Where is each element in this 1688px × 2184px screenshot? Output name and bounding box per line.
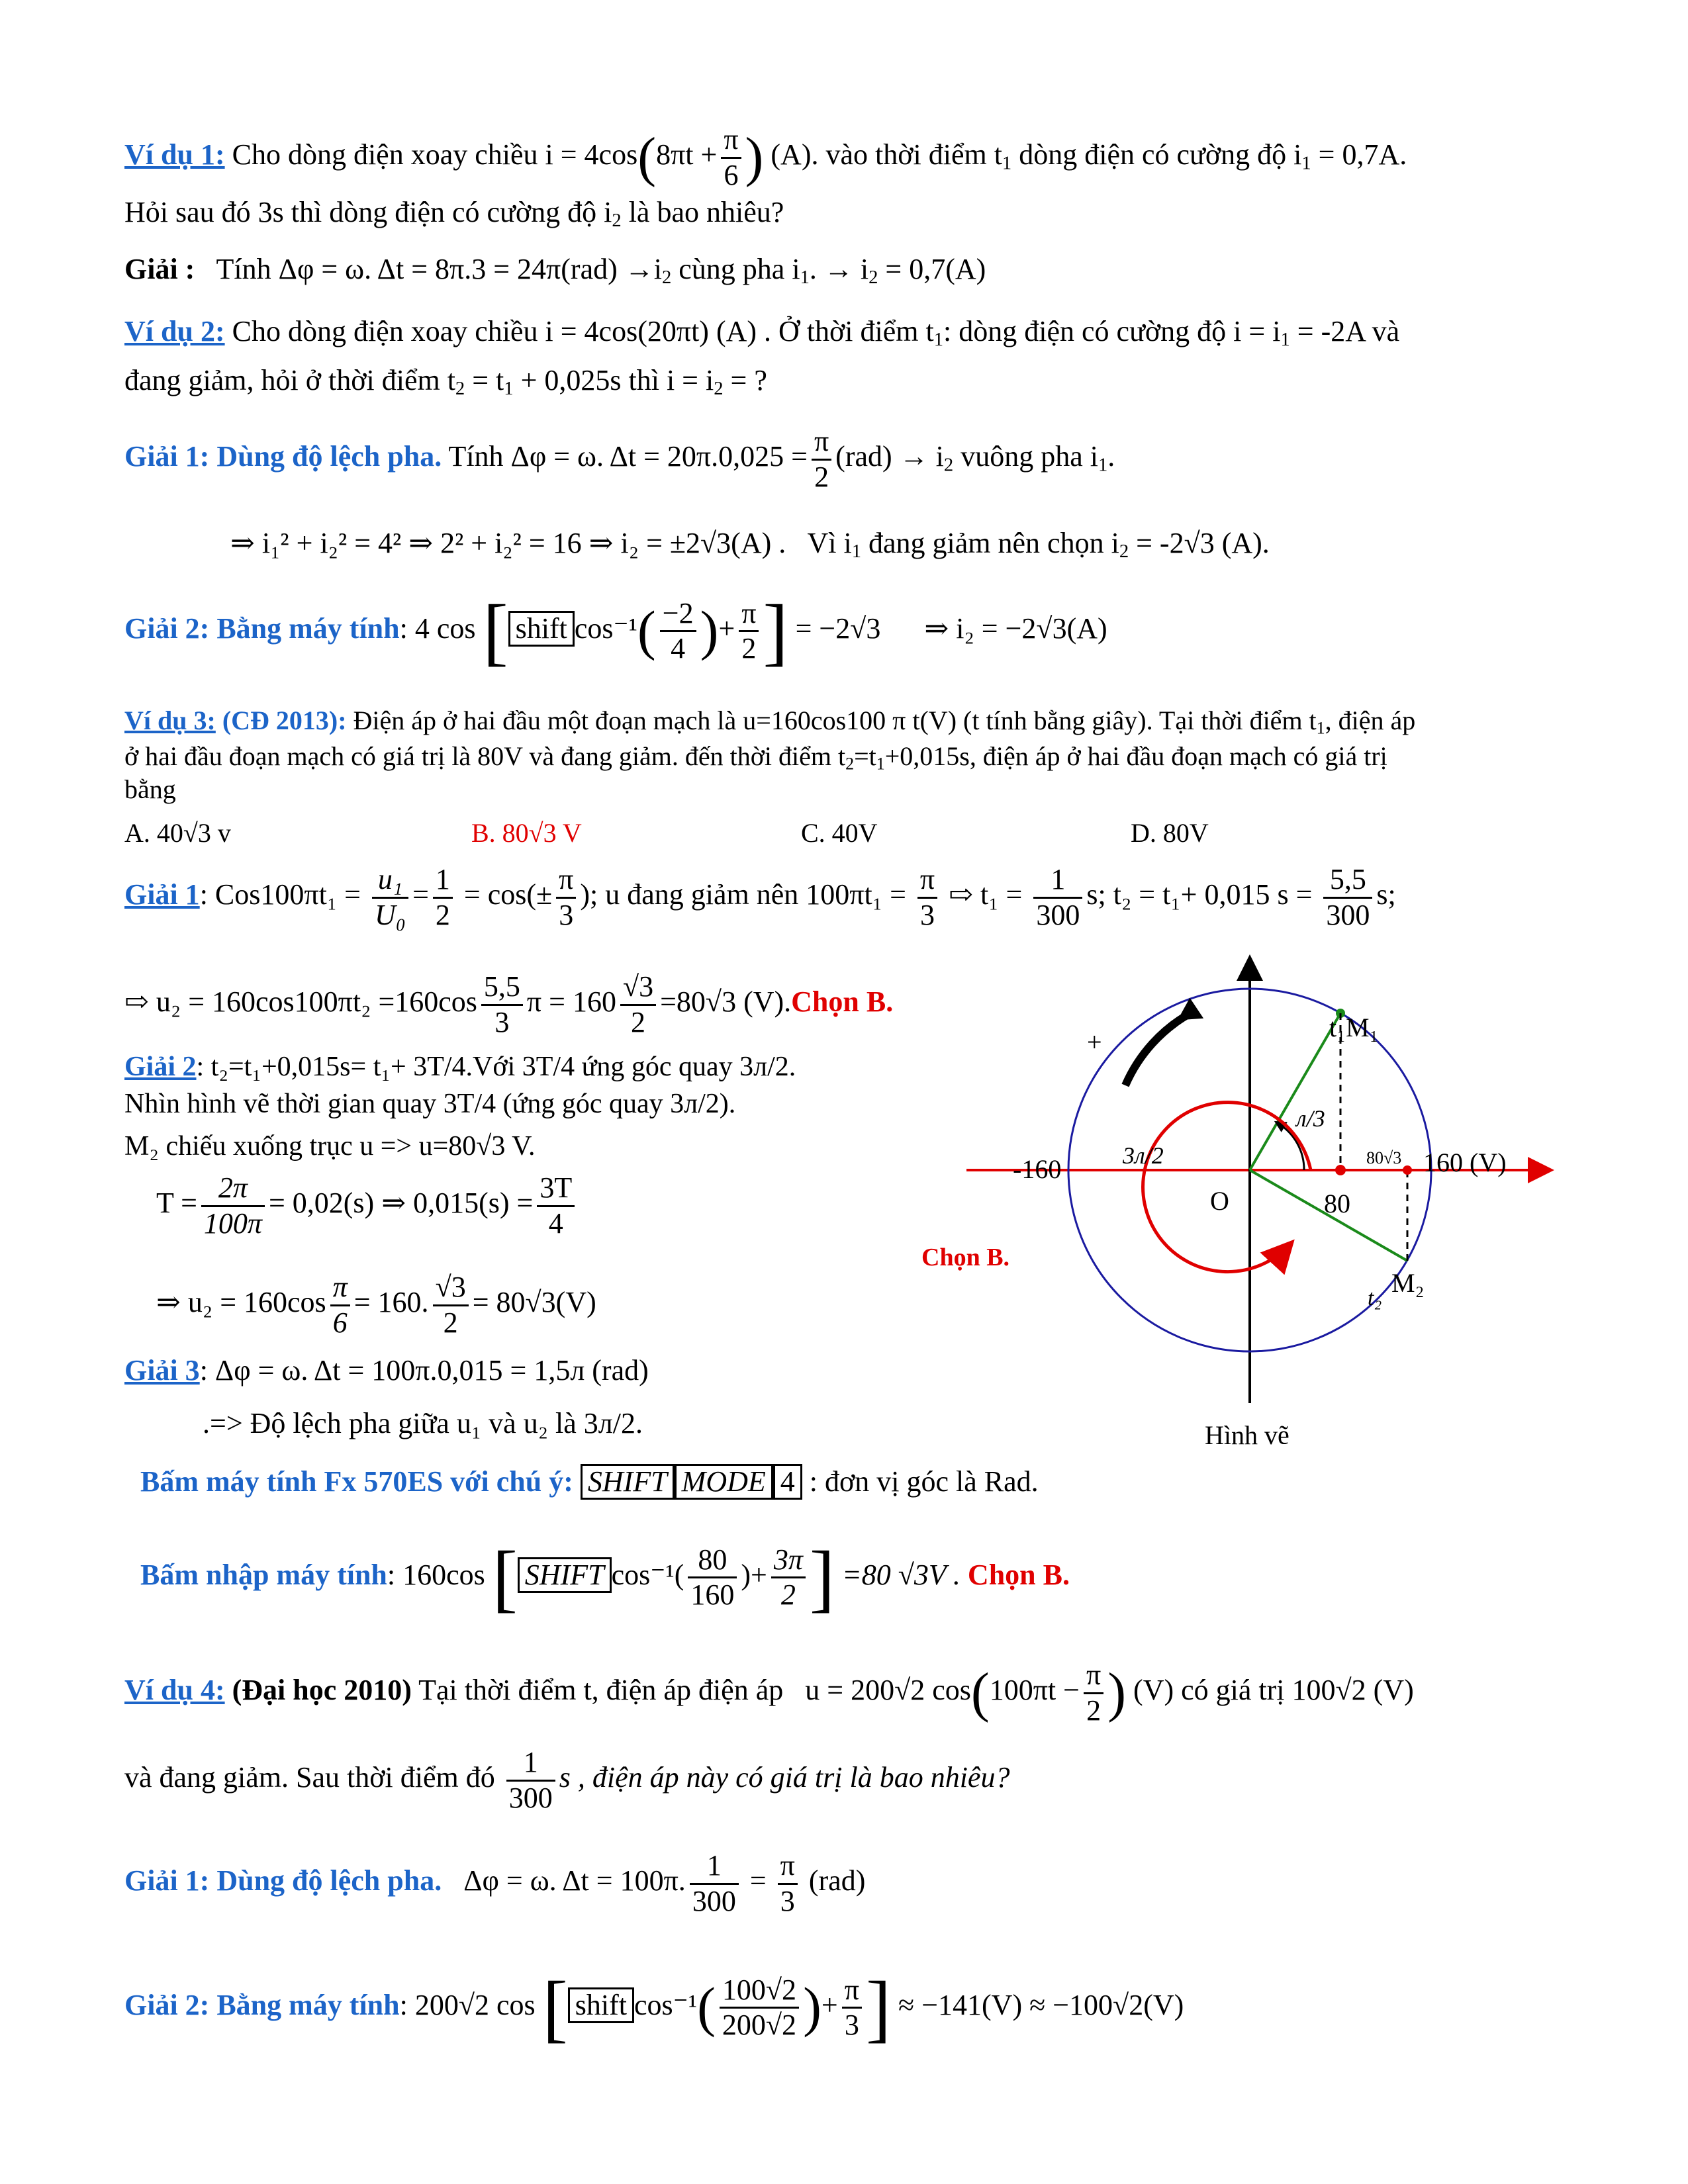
ex3-option-a: A. 40√3 v <box>124 818 231 848</box>
ex1-line2: Hỏi sau đó 3s thì dòng điện có cường độ $i_2$ là bao nhiêu? <box>124 196 784 232</box>
ex3-sol1: Giải 1: Cos100πt₁ = $\frac{\text{u₁}}{\text{U₀}}$ = $\frac{1}{2}$ = cos(± $\frac{\pi}{3}$ ); u đang giảm nên 100πt₁ = $\frac{\pi}{3}$ ⇨ t₁ = $\frac{1}{300}$ s; t₂ = t₁+ 0,015 s = $\frac{5,5}{300}$ s; <box>124 863 1396 931</box>
ex2-sol1-line2: ⇒ i₁² + i₂² = 4² ⇒ 2² + i₂² = 16 ⇒ i₂ = ±2√3(A) . Vì $i_1$ đang giảm nên chọn $i_2 = -2√3$ (A). <box>230 527 1270 563</box>
ex2-line1: Ví dụ 2: Cho dòng điện xoay chiều i = 4cos(20πt) (A) . Ở thời điểm $t_1$: dòng điện có cường độ $i = i_1 = -2A$ và <box>124 315 1400 351</box>
vector-M1 <box>1250 1013 1340 1170</box>
M2-label: M₂ <box>1391 1268 1425 1298</box>
angle-3pi2-label: 3л/2 <box>1123 1142 1164 1169</box>
ex3-sol2-a: Giải 2: t₂=t₁+0,015s= t₁+ 3T/4.Với 3T/4 ứng góc quay 3л/2. <box>124 1052 796 1082</box>
angle-pi3-label: л/3 <box>1296 1105 1325 1132</box>
eighty-label: 80 <box>1324 1189 1350 1218</box>
shift-key: shift <box>508 611 575 647</box>
point-80r3 <box>1403 1165 1412 1175</box>
eighty-root3-label: 80√3 <box>1366 1148 1402 1167</box>
ex3-sol3-b: .=> Độ lệch pha giữa u₁ và u₂ là 3л/2. <box>203 1407 643 1439</box>
ex2-sol2: Giải 2: Bằng máy tính: 4 cos [ shift cos⁻¹( $\frac{-2}{4}$ )+ $\frac{\pi}{2}$ ] = −2√3 ⇒ i₂ = −2√3(A) <box>124 589 1107 673</box>
ex3-line2: ở hai đầu đoạn mạch có giá trị là 80V và đang giảm. đến thời điểm $t_2=t_1+0,015s$, điện áp ở hai đầu đoạn mạch có giá trị <box>124 741 1387 774</box>
ex4-sol2: Giải 2: Bằng máy tính: 200√2 cos [ shift cos⁻¹( $\frac{100√2}{200√2}$ )+ $\frac{\pi}{3}$ ] ≈ −141(V) ≈ −100√2(V) <box>124 1966 1184 2050</box>
four-key: 4 <box>773 1464 802 1500</box>
point-80 <box>1335 1165 1346 1175</box>
ex1-solution: Giải : Tính Δφ = ω. $\Delta t = 8\pi.3 = 24\pi(rad) \to i_2$ cùng pha $i_1$. → $i_2 = 0,7(A)$ <box>124 253 986 289</box>
shift-key: SHIFT <box>518 1557 612 1593</box>
ex3-sol2-u2: ⇒ u₂ = 160cos $\frac{\pi}{6}$ = 160. $\frac{√3}{2}$ = 80√3(V) <box>156 1271 596 1339</box>
calc-input: Bấm nhập máy tính: 160cos [ SHIFT cos⁻¹( $\frac{80}{160}$ )+ $\frac{3\pi}{2}$ ] =80 √3V . Chọn B. <box>140 1535 1070 1619</box>
ex3-sol1-line2: ⇨ u₂ = 160cos100πt₂ =160cos $\frac{5,5}{3}$ π = 160 $\frac{√3}{2}$ =80√3 (V).Chọn B. <box>124 970 894 1038</box>
ex4-line1: Ví dụ 4: (Đại học 2010) Tại thời điểm t, điện áp điện áp u = 200√2 cos(100πt − $\frac{\pi}{2}$ ) (V) có giá trị 100√2 (V) <box>124 1659 1414 1727</box>
ex3-sol2-c: M₂ chiếu xuống trục u => u=80√3 V. <box>124 1131 536 1161</box>
ex3-sol2-period: T = $\frac{2\pi}{100\pi}$ = 0,02(s) ⇒ 0,015(s) = $\frac{3T}{4}$ <box>156 1171 579 1240</box>
t1M1-label: t₁M₁ <box>1329 1013 1379 1042</box>
mode-key: MODE <box>675 1464 773 1500</box>
ex3-sol2-b: Nhìn hình vẽ thời gian quay 3T/4 (ứng góc quay 3л/2). <box>124 1089 736 1119</box>
ex2-line2: đang giảm, hỏi ở thời điểm $t_2 = t_1 + 0,025s$ thì $i = i_2$ = ? <box>124 364 767 400</box>
calc-note: Bấm máy tính Fx 570ES với chú ý: SHIFT MODE 4 : đơn vị góc là Rad. <box>140 1464 1039 1500</box>
ex3-line3: bằng <box>124 774 176 804</box>
shift-key: shift <box>568 1987 634 2023</box>
ex1-formula: i = 4cos(8πt + $\frac{\pi}{6}$ ) <box>545 123 764 191</box>
minus160-label: -160 <box>1013 1154 1062 1184</box>
figure-chon-b: Chọn B. <box>921 1244 1010 1271</box>
shift-key: SHIFT <box>581 1464 675 1500</box>
ex3-option-c: C. 40V <box>801 818 878 848</box>
plus-label: + <box>1087 1027 1102 1057</box>
ex4-line2: và đang giảm. Sau thời điểm đó $\frac{1}{300}$ s , điện áp này có giá trị là bao nhiêu? <box>124 1746 1010 1814</box>
rotation-arc <box>1125 1013 1192 1085</box>
ex3-option-b: B. 80√3 V <box>471 818 582 848</box>
ex2-sol1: Giải 1: Dùng độ lệch pha. Tính Δφ = ω. Δt = 20π.0,025 = $\frac{\pi}{2}$ $(rad) \to i_2$ vuông pha $i_1$. <box>124 425 1115 493</box>
ex3-option-d: D. 80V <box>1131 818 1209 848</box>
ex3-sol3-a: Giải 3: Δφ = ω. Δt = 100π.0,015 = 1,5л (rad) <box>124 1354 649 1387</box>
ex1-line1: Ví dụ 1: Cho dòng điện xoay chiều i = 4cos(8πt + $\frac{\pi}{6}$ ) (A). vào thời điểm $t_1$ dòng điện có cường độ $i_1 = 0,7A$. <box>124 123 1407 191</box>
ex2-formula: i = 4cos(20πt) <box>545 315 709 347</box>
phasor-diagram <box>914 953 1562 1469</box>
ex3-line1: Ví dụ 3: (CĐ 2013): Điện áp ở hai đầu một đoạn mạch là u=160cos100 π t(V) (t tính bằng giây). Tại thời điểm $t_1$, điện áp <box>124 705 1416 738</box>
plus160-label: 160 (V) <box>1423 1148 1507 1177</box>
figure-caption: Hình vẽ <box>1205 1420 1289 1450</box>
t2-label: t₂ <box>1368 1286 1382 1310</box>
ex4-sol1: Giải 1: Dùng độ lệch pha. Δφ = ω. Δt = 100π. $\frac{1}{300}$ = $\frac{\pi}{3}$ (rad) <box>124 1849 866 1917</box>
ex1-text: Cho dòng điện xoay chiều <box>232 138 538 171</box>
origin-label: O <box>1210 1186 1229 1216</box>
ex1-title: Ví dụ 1: <box>124 138 225 171</box>
